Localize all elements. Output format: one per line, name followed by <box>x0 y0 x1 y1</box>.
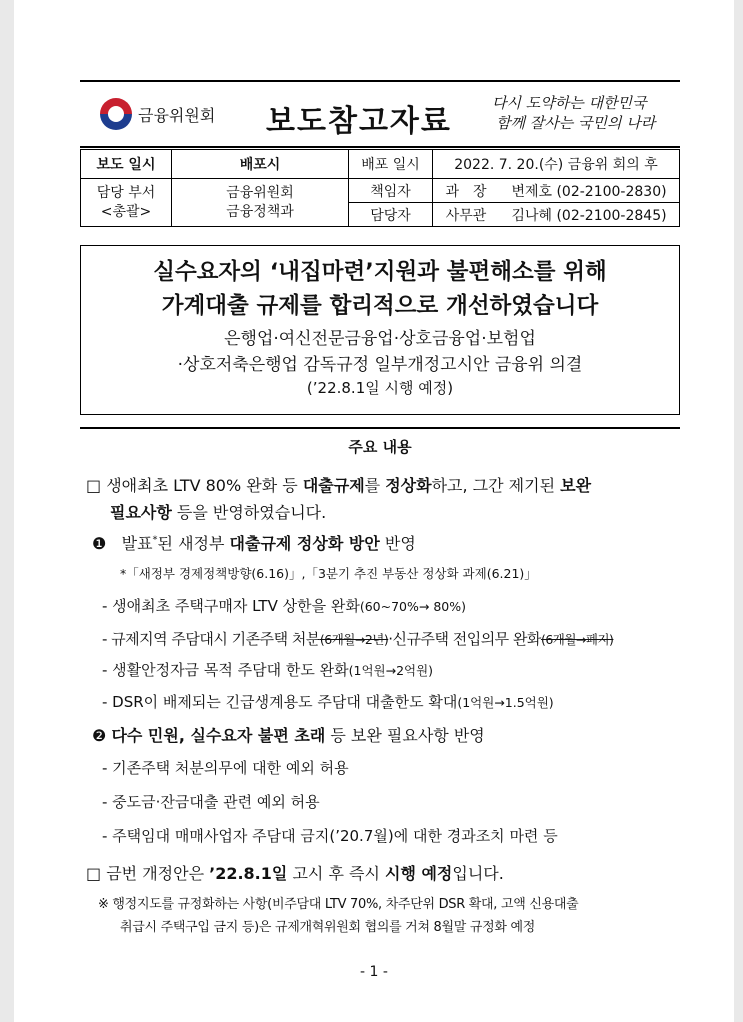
subtitle-line-2: ·상호저축은행업 감독규정 일부개정고시안 금융위 의결 <box>177 355 583 375</box>
document-page <box>14 0 734 1022</box>
main-content <box>80 427 680 935</box>
bullet-1-1: - 생애최초 주택구매자 LTV 상한을 완화(60~70%→ 80%) <box>102 597 466 615</box>
headline-line-2: 가계대출 규제를 합리적으로 개선하였습니다 <box>161 293 599 319</box>
footnote-line-1: ※ 행정지도를 규정화하는 사항(비주담대 LTV 70%, 차주단위 DSR 확대, 고액 신용대출 <box>98 897 579 912</box>
paragraph-2: □ 금번 개정안은 ’22.8.1일 고시 후 즉시 시행 예정입니다. <box>86 864 504 883</box>
section-2-title: ❷ 다수 민원, 실수요자 불편 초래 등 보완 필요사항 반영 <box>92 726 485 745</box>
org-name: 금융위원회 <box>138 106 216 125</box>
effective-date: (’22.8.1일 시행 예정) <box>306 379 454 397</box>
headline-line-1: 실수요자의 ‘내집마련’지원과 불편해소를 위해 <box>153 259 607 285</box>
doc-type-title: 보도참고자료 <box>266 104 452 139</box>
section-1-footnote: *「새정부 경제정책방향(6.16)」,「3분기 추진 부동산 정상화 과제(6.21)」 <box>120 566 537 581</box>
footnote-line-2: 취급시 주택구입 금지 등)은 규제개혁위원회 협의를 거쳐 8월말 규정화 예정 <box>120 920 535 935</box>
paragraph-1-line-2: 필요사항 등을 반영하였습니다. <box>110 503 327 522</box>
slogan-line-2: 함께 잘사는 국민의 나라 <box>496 114 656 132</box>
fsc-logo-icon <box>100 98 132 130</box>
slogan <box>492 93 672 133</box>
resp-label: 책임자 <box>349 179 433 203</box>
dept-value: 금융위원회 금융정책과 <box>172 179 349 227</box>
paragraph-1-line-1: □ 생애최초 LTV 80% 완화 등 대출규제를 정상화하고, 그간 제기된 보완 <box>86 476 592 495</box>
bullet-2-1: - 기존주택 처분의무에 대한 예외 허용 <box>102 759 349 777</box>
bullet-1-3: - 생활안정자금 목적 주담대 한도 완화(1억원→2억원) <box>102 661 434 679</box>
staff-name: 김나혜 (02-2100-2845) <box>499 203 680 227</box>
staff-role: 사무관 <box>433 203 500 227</box>
subtitle-line-1: 은행업·여신전문금융업·상호금융업·보험업 <box>224 329 536 349</box>
bullet-1-4: - DSR이 배제되는 긴급생계용도 주담대 대출한도 확대(1억원→1.5억원) <box>102 693 554 711</box>
press-header <box>80 80 680 148</box>
release-value: 배포시 <box>172 150 349 179</box>
page-number: - 1 - <box>360 964 388 980</box>
bullet-1-2: - 규제지역 주담대시 기존주택 처분(6개월→2년)·신규주택 전입의무 완화(6개월→폐지) <box>102 630 614 648</box>
slogan-line-1: 다시 도약하는 대한민국 <box>492 94 647 112</box>
bullet-2-3: - 주택임대 매매사업자 주담대 금지(’20.7월)에 대한 경과조치 마련 등 <box>102 827 558 845</box>
section-1-title: ❶ 발표*된 새정부 대출규제 정상화 방안 반영 <box>92 534 416 553</box>
release-label: 보도 일시 <box>81 150 172 179</box>
main-heading: 주요 내용 <box>348 438 412 456</box>
bullet-2-2: - 중도금·잔금대출 관련 예외 허용 <box>102 793 320 811</box>
dist-label: 배포 일시 <box>349 150 433 179</box>
staff-label: 담당자 <box>349 203 433 227</box>
resp-role: 과 장 <box>433 179 500 203</box>
dist-value: 2022. 7. 20.(수) 금융위 회의 후 <box>433 150 680 179</box>
summary-box <box>80 245 680 415</box>
number-1-icon: ❶ <box>92 534 107 553</box>
dept-label: 담당 부서 <총괄> <box>81 179 172 227</box>
release-info-table <box>80 149 680 227</box>
number-2-icon: ❷ <box>92 726 107 745</box>
resp-name: 변제호 (02-2100-2830) <box>499 179 680 203</box>
